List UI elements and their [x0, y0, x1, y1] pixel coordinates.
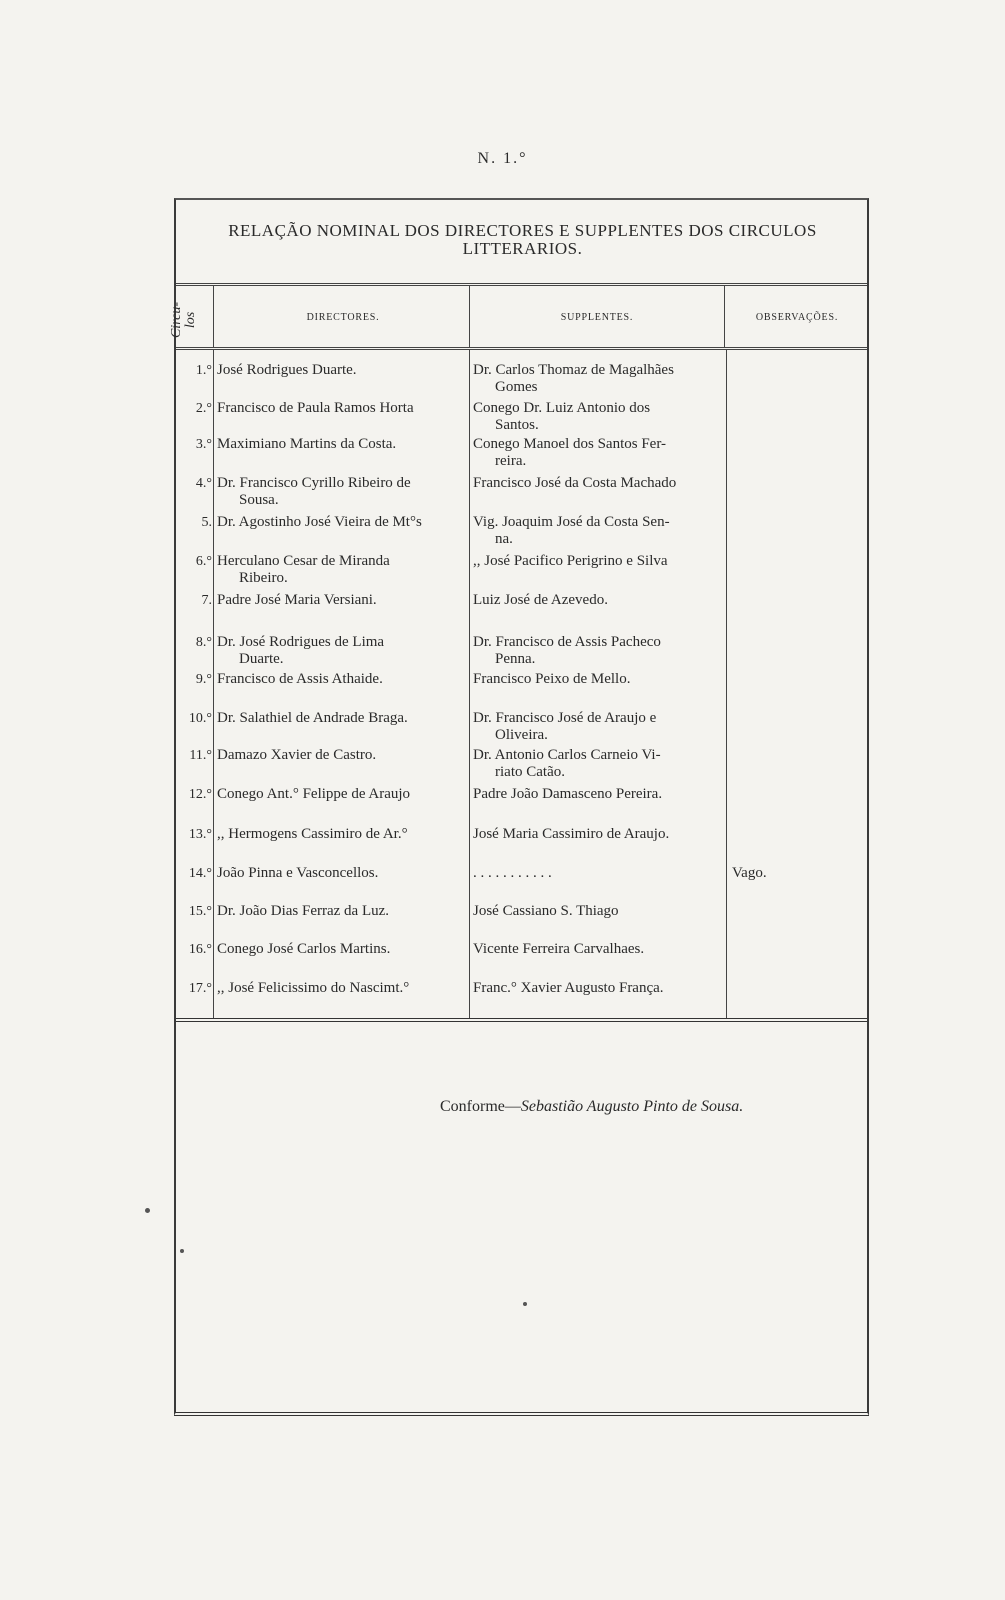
circulo-number-text: 6.°	[195, 554, 212, 569]
column-divider	[724, 285, 725, 347]
circulo-number-text: 5.	[201, 515, 212, 530]
supplente-name	[473, 710, 728, 744]
signature-name: Sebastião Augusto Pinto de Sousa.	[520, 1098, 744, 1115]
column-divider	[213, 285, 214, 347]
supplente-name	[473, 786, 728, 803]
observacao-text: Vago.	[732, 865, 767, 881]
supplente-name-text: José Maria Cassimiro de Araujo.	[473, 826, 670, 842]
director-name-text: Francisco de Assis Athaide.	[217, 671, 383, 687]
director-name-continuation: Ribeiro.	[239, 570, 288, 586]
director-name-text: Francisco de Paula Ramos Horta	[217, 400, 414, 416]
director-name-text: ,, José Felicissimo do Nascimt.°	[217, 980, 410, 996]
page-speck	[523, 1302, 527, 1306]
supplente-name-text: Conego Manoel dos Santos Fer-	[473, 436, 667, 452]
circulo-number-text: 2.°	[195, 401, 212, 416]
supplente-name-text: Vicente Ferreira Carvalhaes.	[473, 941, 645, 957]
supplente-name-text: Francisco José da Costa Machado	[473, 475, 677, 491]
director-name-text: Dr. José Rodrigues de Lima	[217, 634, 385, 650]
circulo-number	[176, 671, 212, 688]
supplente-name-text: Dr. Francisco de Assis Pacheco	[473, 634, 661, 650]
observacao	[732, 865, 832, 882]
signature-line	[440, 1098, 743, 1116]
supplente-name-continuation: na.	[495, 531, 513, 547]
director-name	[217, 514, 469, 531]
supplente-name-text: . . . . . . . . . . .	[473, 865, 552, 881]
circulo-number-text: 17.°	[188, 981, 212, 996]
director-name	[217, 710, 469, 727]
header-divider	[176, 347, 867, 350]
supplente-name-continuation: Gomes	[495, 379, 538, 395]
director-name	[217, 941, 469, 958]
circulo-number-text: 11.°	[189, 748, 212, 763]
supplente-name-continuation: reira.	[495, 453, 527, 469]
supplente-name-text: Franc.° Xavier Augusto França.	[473, 980, 664, 996]
supplente-name	[473, 400, 728, 434]
circulo-number	[176, 475, 212, 492]
supplente-name-text: Luiz José de Azevedo.	[473, 592, 608, 608]
column-divider	[469, 350, 470, 1018]
director-name	[217, 786, 469, 803]
circulo-number	[176, 786, 212, 803]
page-number: N. 1.°	[477, 150, 528, 167]
supplente-name-text: Dr. Francisco José de Araujo e	[473, 710, 657, 726]
supplente-name-text: Conego Dr. Luiz Antonio dos	[473, 400, 651, 416]
column-header-supplentes: SUPPLENTES.	[560, 312, 634, 323]
supplente-name	[473, 592, 728, 609]
page-speck	[180, 1249, 184, 1253]
director-name	[217, 747, 469, 764]
supplente-name-text: Francisco Peixo de Mello.	[473, 671, 631, 687]
director-name	[217, 980, 469, 997]
circulo-number	[176, 400, 212, 417]
circulo-number	[176, 980, 212, 997]
director-name	[217, 903, 469, 920]
director-name	[217, 475, 469, 509]
supplente-name-continuation: Penna.	[495, 651, 536, 667]
director-name-text: ,, Hermogens Cassimiro de Ar.°	[217, 826, 408, 842]
director-name-text: Dr. Agostinho José Vieira de Mt°s	[217, 514, 422, 530]
director-name	[217, 436, 469, 453]
supplente-name-text: Dr. Antonio Carlos Carneio Vi-	[473, 747, 661, 763]
circulo-number	[176, 903, 212, 920]
circulo-number-text: 14.°	[188, 866, 212, 881]
circulo-number-text: 15.°	[188, 904, 212, 919]
director-name-continuation: Duarte.	[239, 651, 284, 667]
supplente-name-text: ,, José Pacifico Perigrino e Silva	[473, 553, 668, 569]
table-bottom-rule	[176, 1018, 867, 1022]
director-name	[217, 400, 469, 417]
circulo-number-text: 4.°	[195, 476, 212, 491]
director-name	[217, 553, 469, 587]
director-name-text: Maximiano Martins da Costa.	[217, 436, 397, 452]
circulo-number-text: 13.°	[188, 827, 212, 842]
director-name-text: Damazo Xavier de Castro.	[217, 747, 377, 763]
director-name-text: Dr. Salathiel de Andrade Braga.	[217, 710, 408, 726]
column-header-circulos: Circu- los	[169, 301, 198, 339]
director-name-text: Conego Ant.° Felippe de Araujo	[217, 786, 411, 802]
director-name-text: Herculano Cesar de Miranda	[217, 553, 390, 569]
supplente-name	[473, 671, 728, 688]
director-name	[217, 634, 469, 668]
signature-prefix: Conforme—	[440, 1098, 521, 1115]
circulo-number	[176, 865, 212, 882]
circulo-number-text: 12.°	[188, 787, 212, 802]
supplente-name	[473, 514, 728, 548]
supplente-name	[473, 553, 728, 570]
circulo-number	[176, 553, 212, 570]
director-name-text: Dr. Francisco Cyrillo Ribeiro de	[217, 475, 411, 491]
director-name	[217, 592, 469, 609]
supplente-name	[473, 865, 728, 882]
circulo-number	[176, 710, 212, 727]
supplente-name-continuation: Santos.	[495, 417, 539, 433]
supplente-name	[473, 475, 728, 492]
director-name	[217, 671, 469, 688]
circulo-number	[176, 826, 212, 843]
circulo-number	[176, 362, 212, 379]
supplente-name-text: Dr. Carlos Thomaz de Magalhães	[473, 362, 674, 378]
supplente-name	[473, 747, 728, 781]
circulo-number	[176, 436, 212, 453]
circulo-number-text: 3.°	[195, 437, 212, 452]
column-divider	[469, 285, 470, 347]
director-name-text: Padre José Maria Versiani.	[217, 592, 377, 608]
circulo-number-text: 9.°	[195, 672, 212, 687]
circulo-number	[176, 634, 212, 651]
director-name-text: Dr. João Dias Ferraz da Luz.	[217, 903, 390, 919]
circulo-number-text: 10.°	[188, 711, 212, 726]
circulo-number	[176, 941, 212, 958]
director-name-text: Conego José Carlos Martins.	[217, 941, 391, 957]
circulo-number-text: 1.°	[195, 363, 212, 378]
supplente-name-text: Vig. Joaquim José da Costa Sen-	[473, 514, 670, 530]
supplente-name	[473, 980, 728, 997]
supplente-name-continuation: Oliveira.	[495, 727, 548, 743]
circulo-number-text: 16.°	[188, 942, 212, 957]
director-name-text: José Rodrigues Duarte.	[217, 362, 357, 378]
circulo-number-text: 8.°	[195, 635, 212, 650]
column-header-directores: DIRECTORES.	[306, 312, 380, 323]
supplente-name	[473, 903, 728, 920]
supplente-name	[473, 362, 728, 396]
director-name-text: João Pinna e Vasconcellos.	[217, 865, 379, 881]
supplente-name-text: Padre João Damasceno Pereira.	[473, 786, 663, 802]
title-divider	[176, 283, 867, 286]
page-speck	[145, 1208, 150, 1213]
director-name-continuation: Sousa.	[239, 492, 279, 508]
circulo-number	[176, 592, 212, 609]
director-name	[217, 826, 469, 843]
director-name	[217, 865, 469, 882]
supplente-name-continuation: riato Catão.	[495, 764, 565, 780]
supplente-name	[473, 826, 728, 843]
supplente-name	[473, 436, 728, 470]
supplente-name-text: José Cassiano S. Thiago	[473, 903, 619, 919]
circulo-number	[176, 514, 212, 531]
circulo-number	[176, 747, 212, 764]
director-name	[217, 362, 469, 379]
column-divider	[213, 350, 214, 1018]
circulo-number-text: 7.	[201, 593, 212, 608]
supplente-name	[473, 634, 728, 668]
supplente-name	[473, 941, 728, 958]
document-title: RELAÇÃO NOMINAL DOS DIRECTORES E SUPPLENTES DOS CIRCULOS LITTERARIOS.	[228, 221, 817, 258]
column-header-observacoes: OBSERVAÇÕES.	[755, 312, 839, 323]
